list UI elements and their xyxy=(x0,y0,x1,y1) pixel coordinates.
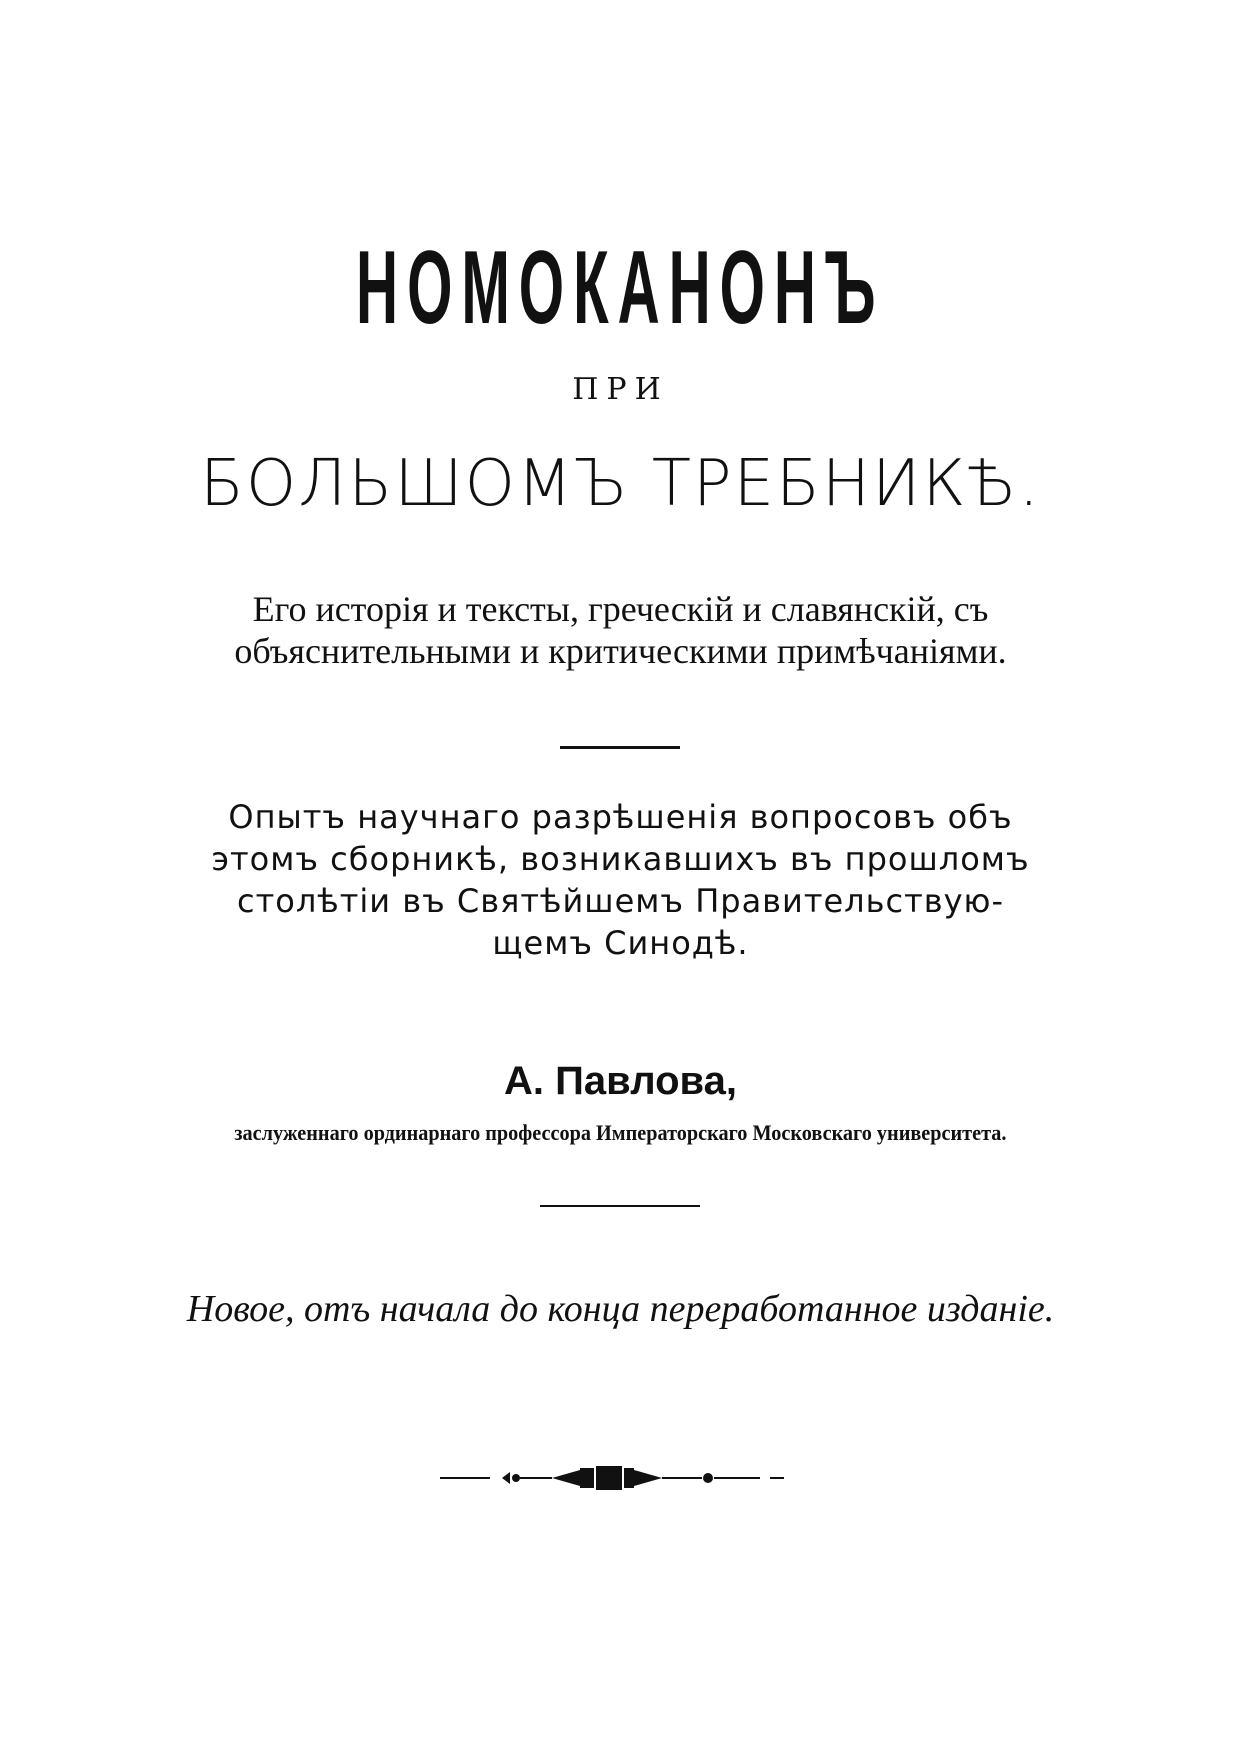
divider-rule xyxy=(560,746,680,749)
essay-line: этомъ сборникѣ, возникавшихъ въ прошломъ xyxy=(211,840,1030,878)
description-line: объяснительными и критическими примѣчаніями. xyxy=(234,631,1007,671)
description xyxy=(0,588,1241,672)
main-title: НОМОКАНОНЪ xyxy=(356,230,885,346)
essay-description xyxy=(0,796,1241,964)
preposition: ПРИ xyxy=(572,372,669,407)
essay-line: щемъ Синодѣ. xyxy=(492,924,749,962)
divider-rule-short xyxy=(540,1205,700,1207)
essay-line: столѣтіи въ Святѣйшемъ Правительствую- xyxy=(237,882,1004,920)
author-title: заслуженнаго ординарнаго профессора Императорскаго Московскаго университета. xyxy=(234,1120,1007,1145)
description-line: Его исторія и тексты, греческій и славянскій, съ xyxy=(252,589,989,629)
essay-line: Опытъ научнаго разрѣшенія вопросовъ объ xyxy=(228,798,1013,836)
subtitle: БОЛЬШОМЪ ТРЕБНИКѢ. xyxy=(200,447,1041,521)
decorative-fleuron-icon xyxy=(440,1458,800,1498)
edition-note: Новое, отъ начала до конца переработанное изданіе. xyxy=(186,1288,1055,1330)
author-name: А. Павлова, xyxy=(504,1059,737,1103)
